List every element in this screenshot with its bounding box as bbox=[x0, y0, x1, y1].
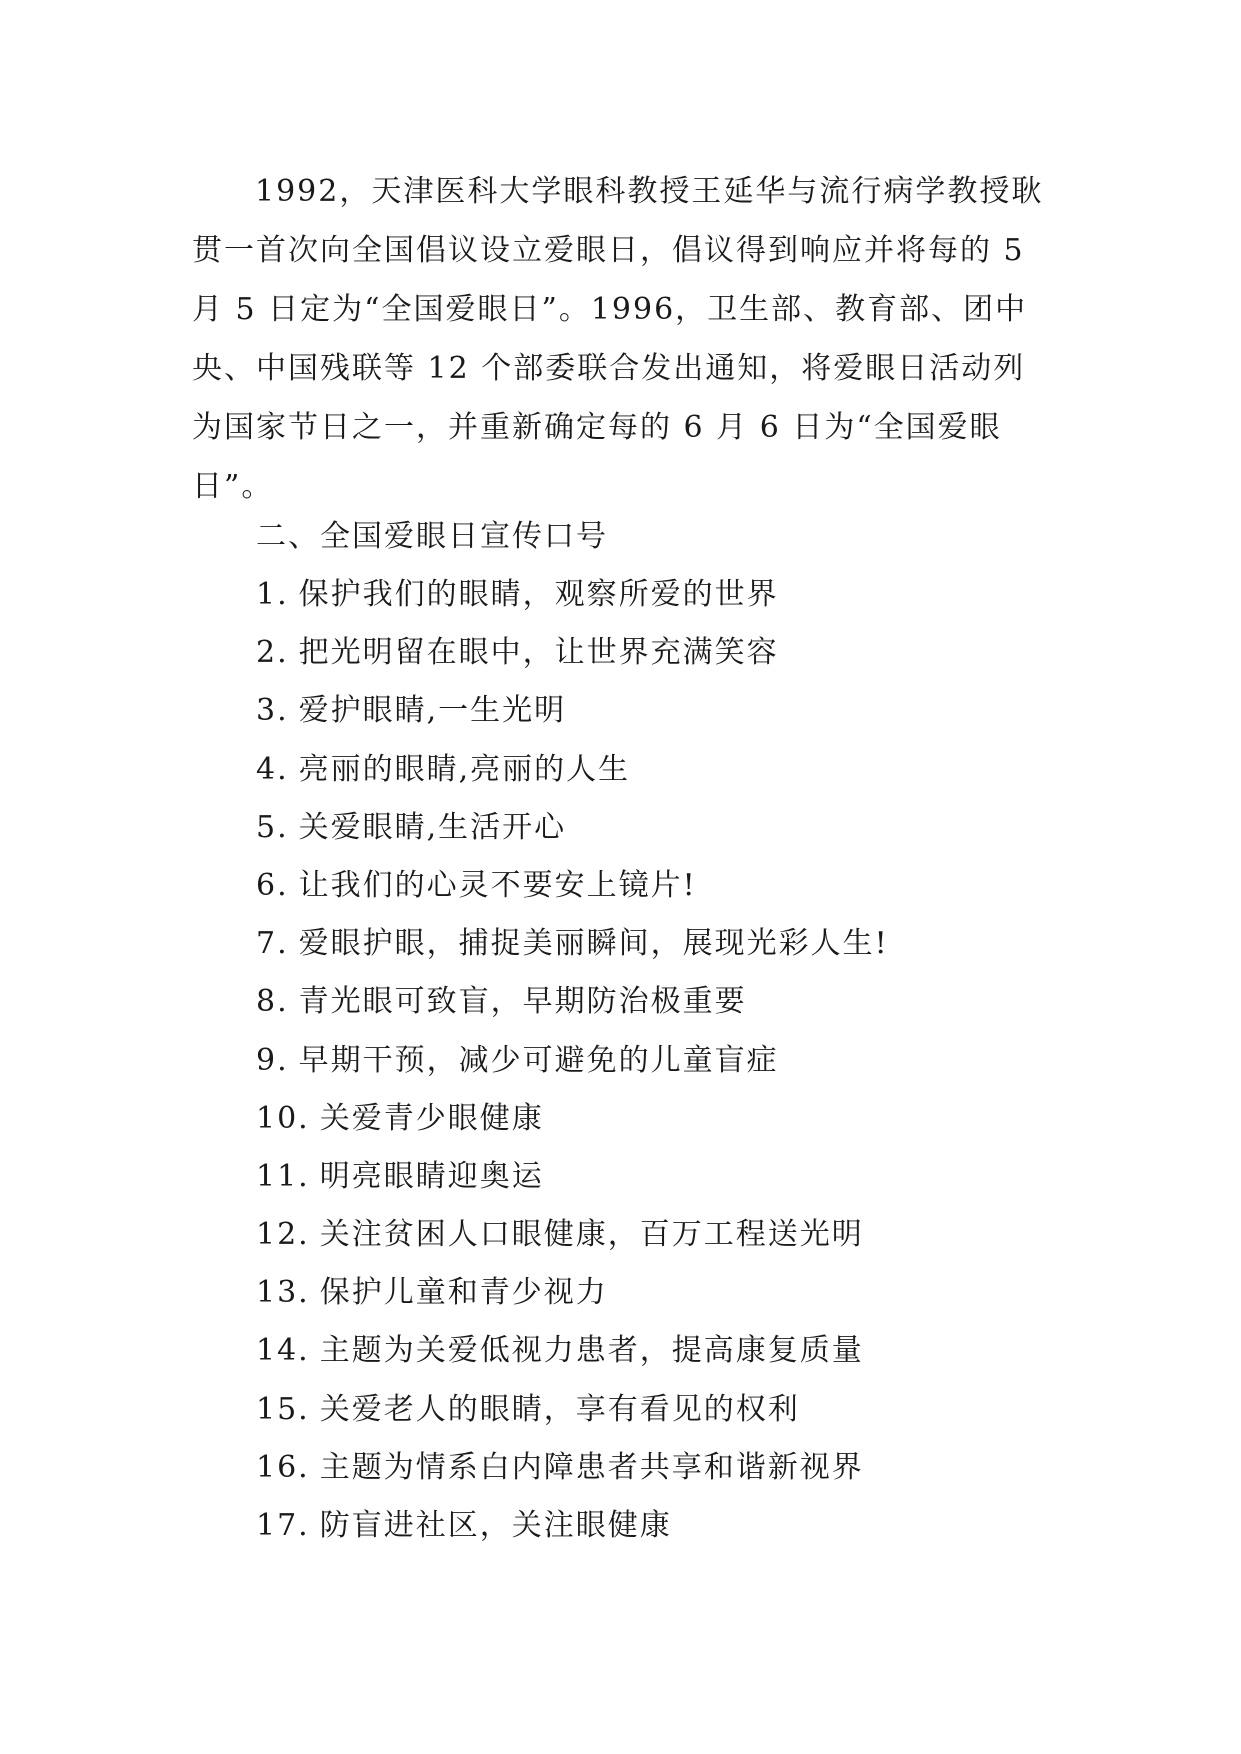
item-number: 5. bbox=[256, 809, 289, 845]
item-number: 4. bbox=[256, 751, 289, 787]
list-item bbox=[256, 1322, 889, 1380]
item-text: 爱眼护眼，捕捉美丽瞬间，展现光彩人生! bbox=[298, 926, 889, 962]
list-item bbox=[256, 1264, 889, 1322]
list-item bbox=[256, 741, 889, 799]
item-text: 让我们的心灵不要安上镜片! bbox=[298, 867, 697, 903]
item-number: 14. bbox=[256, 1333, 310, 1369]
list-item bbox=[256, 973, 889, 1031]
list-item bbox=[256, 1439, 889, 1497]
list-item bbox=[256, 624, 889, 682]
paragraph-line: 1992，天津医科大学眼科教授王延华与流行病学教授耿 bbox=[255, 174, 1044, 209]
item-number: 8. bbox=[256, 984, 289, 1020]
item-text: 爱护眼睛,一生光明 bbox=[298, 693, 567, 729]
item-text: 关爱青少眼健康 bbox=[319, 1100, 544, 1136]
item-number: 11. bbox=[256, 1158, 310, 1194]
item-number: 6. bbox=[256, 867, 289, 903]
item-text: 明亮眼睛迎奥运 bbox=[319, 1158, 544, 1194]
item-number: 17. bbox=[256, 1508, 310, 1543]
item-number: 10. bbox=[256, 1100, 310, 1136]
item-number: 13. bbox=[256, 1275, 310, 1311]
item-number: 16. bbox=[256, 1449, 310, 1485]
list-item bbox=[256, 1148, 889, 1206]
list-item bbox=[256, 1497, 889, 1555]
item-text: 保护我们的眼睛，观察所爱的世界 bbox=[298, 577, 779, 612]
item-number: 1. bbox=[256, 577, 289, 612]
list-item bbox=[256, 1032, 889, 1090]
item-number: 7. bbox=[256, 926, 289, 962]
list-item bbox=[256, 857, 889, 915]
item-text: 保护儿童和青少视力 bbox=[319, 1275, 608, 1311]
item-text: 关爱眼睛,生活开心 bbox=[298, 809, 567, 845]
paragraph-line: 月 5 日定为“全国爱眼日”。1996，卫生部、教育部、团中 bbox=[192, 292, 1028, 327]
item-number: 2. bbox=[256, 635, 289, 671]
paragraph-line: 为国家节日之一，并重新确定每的 6 月 6 日为“全国爱眼 bbox=[192, 410, 1002, 445]
slogan-list bbox=[256, 566, 889, 1555]
intro-paragraph bbox=[192, 162, 1052, 516]
item-text: 亮丽的眼睛,亮丽的人生 bbox=[298, 751, 631, 787]
item-text: 主题为情系白内障患者共享和谐新视界 bbox=[319, 1449, 864, 1485]
list-item bbox=[256, 1381, 889, 1439]
paragraph-line: 贯一首次向全国倡议设立爱眼日，倡议得到响应并将每的 5 bbox=[192, 233, 1025, 268]
item-text: 青光眼可致盲，早期防治极重要 bbox=[298, 984, 747, 1020]
list-item bbox=[256, 566, 889, 624]
item-text: 关注贫困人口眼健康，百万工程送光明 bbox=[319, 1217, 864, 1253]
item-text: 把光明留在眼中，让世界充满笑容 bbox=[298, 635, 779, 671]
list-item bbox=[256, 799, 889, 857]
item-number: 9. bbox=[256, 1042, 289, 1078]
paragraph-line: 日”。 bbox=[192, 469, 274, 504]
list-item bbox=[256, 682, 889, 740]
item-text: 防盲进社区，关注眼健康 bbox=[319, 1508, 672, 1543]
list-item bbox=[256, 1090, 889, 1148]
item-text: 主题为关爱低视力患者，提高康复质量 bbox=[319, 1333, 864, 1369]
section-heading: 二、全国爱眼日宣传口号 bbox=[256, 519, 608, 554]
item-number: 3. bbox=[256, 693, 289, 729]
item-text: 早期干预，减少可避免的儿童盲症 bbox=[298, 1042, 779, 1078]
item-number: 15. bbox=[256, 1391, 310, 1427]
item-text: 关爱老人的眼睛，享有看见的权利 bbox=[319, 1391, 800, 1427]
list-item bbox=[256, 915, 889, 973]
paragraph-line: 央、中国残联等 12 个部委联合发出通知，将爱眼日活动列 bbox=[192, 351, 1026, 386]
list-item bbox=[256, 1206, 889, 1264]
item-number: 12. bbox=[256, 1217, 310, 1253]
